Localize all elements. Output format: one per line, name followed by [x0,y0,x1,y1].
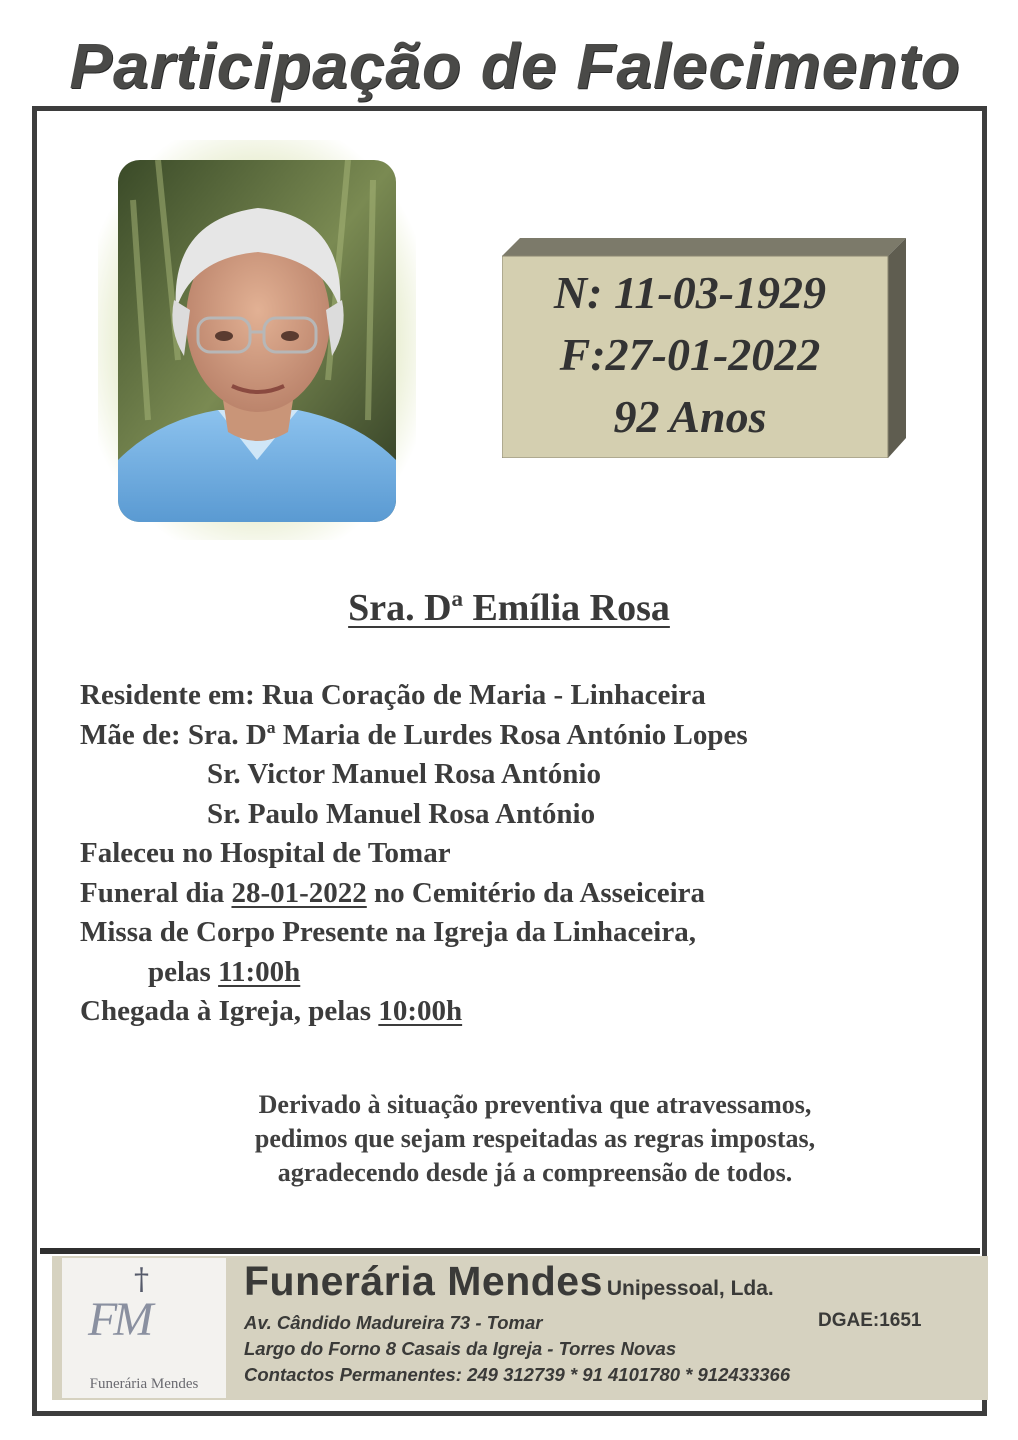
covid-notice [190,1088,880,1190]
mass-line: Missa de Corpo Presente na Igreja da Linhaceira, [80,916,696,948]
dgae-number: DGAE:1651 [818,1310,922,1331]
funeral-date: 28-01-2022 [231,876,367,909]
contacts-line: Contactos Permanentes: 249 312739 * 91 4101780 * 912433366 [244,1364,791,1385]
deceased-name-text: Sra. Dª Emília Rosa [348,587,670,629]
notice-line-2: pedimos que sejam respeitadas as regras impostas, [254,1124,816,1153]
company-name: Funerária Mendes [244,1258,603,1304]
children-line-2 [80,755,960,795]
monogram-logo: FM [88,1293,150,1346]
mass-time: 11:00h [218,955,301,988]
logo-caption: Funerária Mendes [89,1376,199,1392]
child-name: Sr. Victor Manuel Rosa António [207,758,601,790]
mass-time-prefix: pelas [148,955,211,988]
age: 92 Anos [613,391,767,442]
obituary-details [80,676,960,1032]
arrival-prefix: Chegada à Igreja, pelas [80,995,372,1027]
mother-of-label: Mãe de: [80,718,181,751]
company-heading [244,1258,774,1305]
funeral-prefix: Funeral dia [80,876,225,909]
child-name: Sra. Dª Maria de Lurdes Rosa António Lopes [187,718,748,751]
mass-time-line [80,953,960,993]
life-dates [502,262,878,448]
death-date: F:27-01-2022 [559,329,821,380]
funeral-suffix: no Cemitério da Asseiceira [374,876,706,909]
children-line-1 [80,716,960,756]
residence-line: Residente em: Rua Coração de Maria - Linhaceira [80,679,706,711]
arrival-time: 10:00h [378,995,463,1027]
arrival-line [80,992,960,1032]
page-title: Participação de Falecimento [69,30,961,102]
child-name: Sr. Paulo Manuel Rosa António [207,797,596,830]
portrait-illustration [118,160,396,522]
portrait-photo [118,160,396,522]
funeral-line [80,874,960,914]
company-suffix: Unipessoal, Lda. [606,1277,774,1300]
address-torres-novas: Largo do Forno 8 Casais da Igreja - Torres Novas [244,1338,677,1359]
birth-date: N: 11-03-1929 [553,267,827,318]
children-line-3 [80,795,960,835]
cross-icon: † [134,1262,149,1297]
death-place-line: Faleceu no Hospital de Tomar [80,837,451,869]
notice-line-3: agradecendo desde já a compreensão de todos. [277,1158,793,1187]
notice-line-1: Derivado à situação preventiva que atravessamos, [258,1090,812,1119]
deceased-name [0,586,1018,630]
address-tomar: Av. Cândido Madureira 73 - Tomar [244,1312,543,1333]
